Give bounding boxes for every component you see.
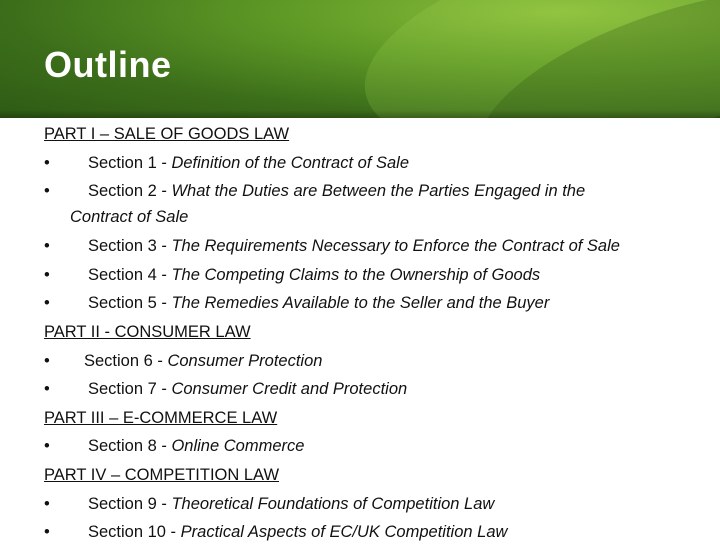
part-heading-2: PART II - CONSUMER LAW <box>44 322 251 341</box>
section-text <box>88 289 549 318</box>
outline-item-section-10 <box>44 518 704 547</box>
section-label: Section 4 - <box>88 265 172 284</box>
section-description: Practical Aspects of EC/UK Competition Law <box>180 523 508 542</box>
section-text <box>84 347 322 376</box>
bullet: • <box>44 380 50 399</box>
section-text <box>88 490 494 519</box>
outline-item-section-9 <box>44 490 704 519</box>
section-text <box>70 177 586 232</box>
outline-item-section-5 <box>44 289 704 318</box>
section-text <box>88 232 620 261</box>
section-description: The Remedies Available to the Seller and the Buyer <box>171 294 550 313</box>
section-description: Online Commerce <box>171 437 305 456</box>
section-description: Consumer Protection <box>167 351 323 370</box>
outline-item-section-2 <box>44 177 704 232</box>
bullet: • <box>44 294 50 313</box>
part-heading-1: PART I – SALE OF GOODS LAW <box>44 125 290 143</box>
section-description: Consumer Credit and Protection <box>171 380 408 399</box>
section-text <box>88 261 540 290</box>
part-heading-4: PART IV – COMPETITION LAW <box>44 465 280 484</box>
part-heading-3: PART III – E-COMMERCE LAW <box>44 408 278 427</box>
bullet: • <box>44 153 50 172</box>
bullet: • <box>44 265 50 284</box>
bullet: • <box>44 237 50 256</box>
section-label: Section 8 - <box>88 437 172 456</box>
outline-item-section-7 <box>44 375 704 404</box>
outline-item-section-6 <box>44 347 704 376</box>
bullet: • <box>44 523 50 542</box>
section-description: Theoretical Foundations of Competition Law <box>171 494 495 513</box>
bullet: • <box>44 182 50 201</box>
section-description: Definition of the Contract of Sale <box>171 153 410 172</box>
section-label: Section 2 - <box>88 182 172 201</box>
section-description: The Competing Claims to the Ownership of Goods <box>171 265 541 284</box>
section-label: Section 5 - <box>88 294 172 313</box>
outline-list <box>44 120 704 547</box>
outline-item-section-4 <box>44 261 704 290</box>
section-label: Section 3 - <box>88 237 172 256</box>
outline-item-section-8 <box>44 432 704 461</box>
slide-title: Outline <box>44 44 172 85</box>
section-description: What the Duties are Between the Parties Engaged in the <box>171 182 586 201</box>
section-label: Section 6 - <box>84 351 168 370</box>
bullet: • <box>44 437 50 456</box>
section-label: Section 10 - <box>88 523 181 542</box>
section-description-continued: Contract of Sale <box>70 208 189 227</box>
section-label: Section 9 - <box>88 494 172 513</box>
outline-item-section-1 <box>44 149 704 178</box>
section-label: Section 1 - <box>88 153 172 172</box>
section-text <box>88 149 409 178</box>
bullet: • <box>44 351 50 370</box>
bullet: • <box>44 494 50 513</box>
header-shadow <box>0 110 720 118</box>
section-label: Section 7 - <box>88 380 172 399</box>
section-text <box>88 518 507 547</box>
outline-item-section-3 <box>44 232 704 261</box>
section-text <box>88 432 304 461</box>
section-text <box>88 375 407 404</box>
section-description: The Requirements Necessary to Enforce the Contract of Sale <box>171 237 620 256</box>
